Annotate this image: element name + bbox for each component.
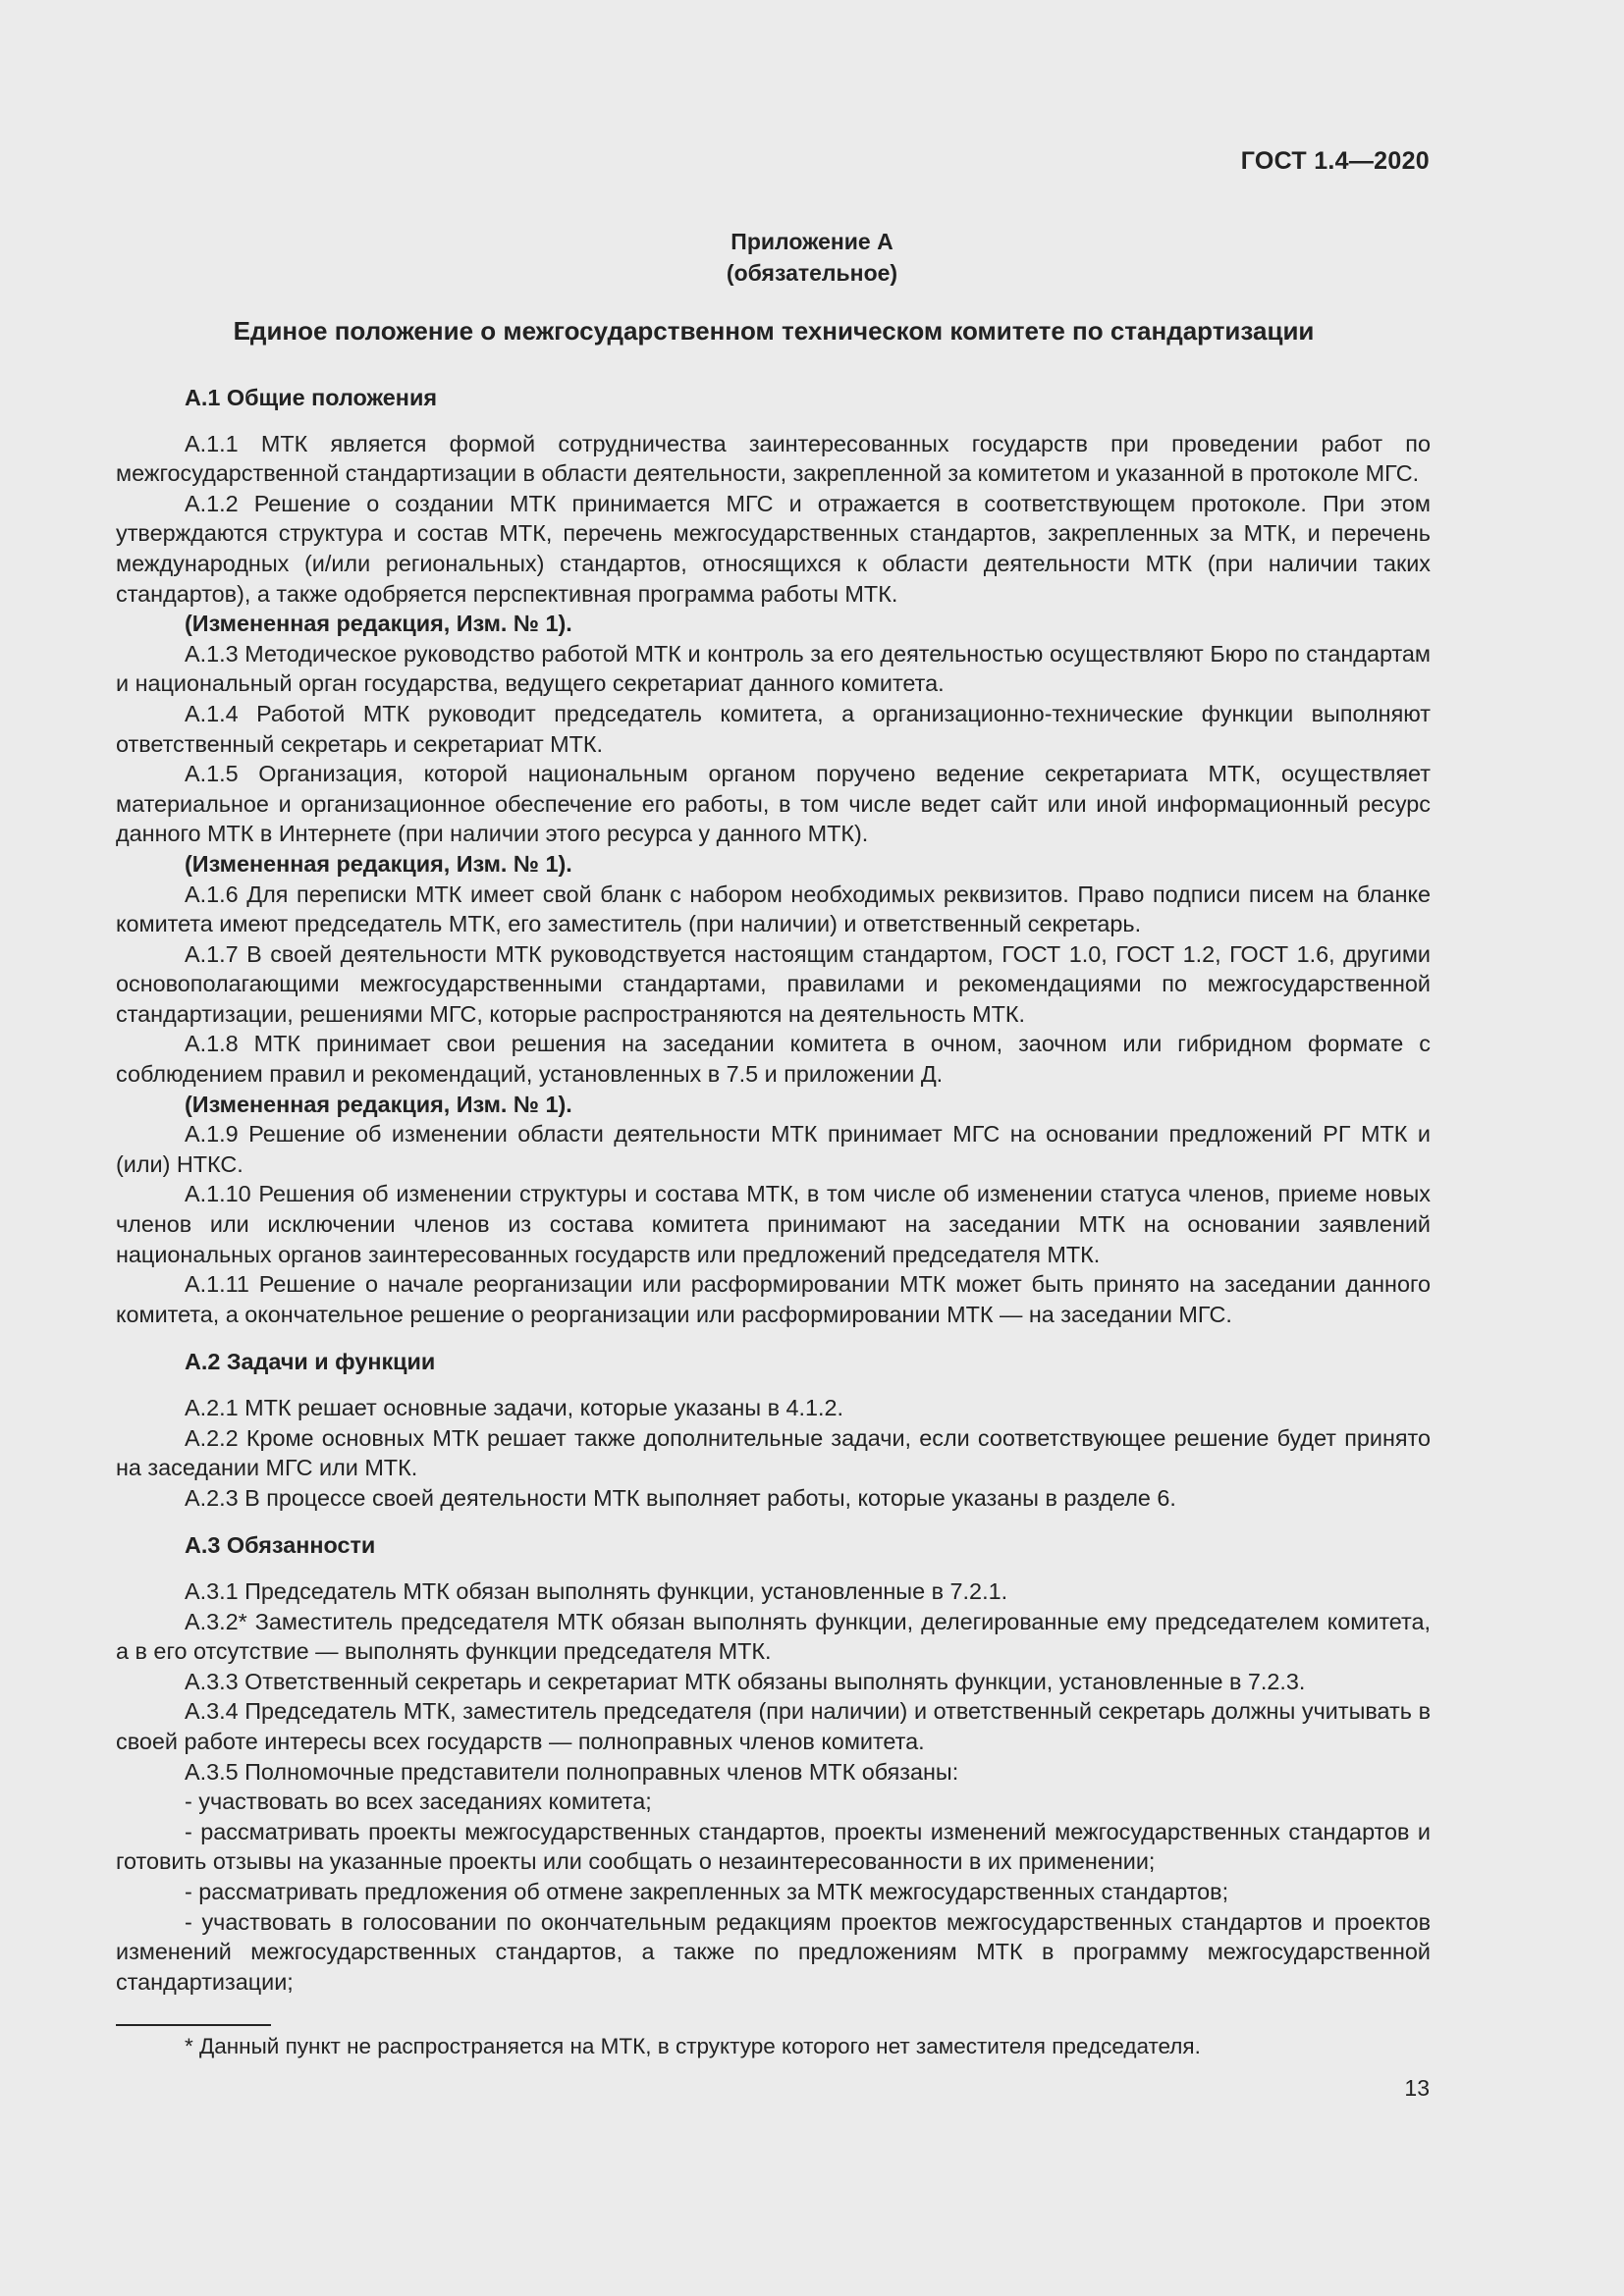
list-item: - рассматривать проекты межгосударственных стандартов, проекты изменений межгосударственных стандартов и готовить отзывы на указанные проекты или сообщать о незаинтересованности в их применении; — [116, 1818, 1431, 1875]
section-heading: А.3 Обязанности — [185, 1532, 376, 1559]
footnote-divider — [116, 2024, 271, 2026]
paragraph: А.1.3 Методическое руководство работой МТК и контроль за его деятельностью осуществляют Бюро по стандартам и национальный орган государства, ведущего секретариат данного комитета. — [116, 640, 1431, 697]
paragraph: А.1.5 Организация, которой национальным органом поручено ведение секретариата МТК, осуществляет материальное и организационное обеспечение его работы, в том числе ведет сайт или иной информационный ресурс данного МТК в Интернете (при наличии этого ресурса у данного МТК). — [116, 761, 1431, 847]
paragraph: А.3.2* Заместитель председателя МТК обязан выполнять функции, делегированные ему председателем комитета, а в его отсутствие — выполнять функции председателя МТК. — [116, 1608, 1431, 1665]
appendix-status: (обязательное) — [726, 260, 898, 286]
paragraph: А.3.1 Председатель МТК обязан выполнять функции, установленные в 7.2.1. — [185, 1577, 1008, 1604]
paragraph: А.3.4 Председатель МТК, заместитель председателя (при наличии) и ответственный секретарь должны учитывать в своей работе интересы всех государств — полноправных членов комитета. — [116, 1698, 1431, 1754]
paragraph: А.1.1 МТК является формой сотрудничества заинтересованных государств при проведении работ по межгосударственной стандартизации в области деятельности, закрепленной за комитетом и указанной в протоколе МГС. — [116, 430, 1431, 487]
paragraph: А.1.4 Работой МТК руководит председатель комитета, а организационно-технические функции выполняют ответственный секретарь и секретариат МТК. — [116, 700, 1431, 757]
paragraph: А.1.11 Решение о начале реорганизации или расформировании МТК может быть принято на заседании данного комитета, а окончательное решение о реорганизации или расформировании МТК — на заседании МГС. — [116, 1271, 1431, 1327]
paragraph: А.1.8 МТК принимает свои решения на заседании комитета в очном, заочном или гибридном формате с соблюдением правил и рекомендаций, установленных в 7.5 и приложении Д. — [116, 1031, 1431, 1088]
amendment-note: (Измененная редакция, Изм. № 1). — [185, 611, 572, 637]
paragraph: А.1.10 Решения об изменении структуры и состава МТК, в том числе об изменении статуса членов, приеме новых членов или исключении членов из состава комитета принимают на заседании МТК на основании заявлений национальных органов заинтересованных государств или предложений председателя МТК. — [116, 1181, 1431, 1267]
document-body — [116, 383, 1431, 1997]
document-code: ГОСТ 1.4—2020 — [1240, 147, 1430, 175]
appendix-title: Приложение А — [731, 229, 893, 254]
footnote: * Данный пункт не распространяется на МТК, в структуре которого нет заместителя председателя. — [185, 2034, 1201, 2058]
appendix-header — [0, 226, 1624, 289]
paragraph: А.2.2 Кроме основных МТК решает также дополнительные задачи, если соответствующее решение будет принято на заседании МГС или МТК. — [116, 1424, 1431, 1481]
paragraph: А.2.1 МТК решает основные задачи, которые указаны в 4.1.2. — [185, 1395, 844, 1420]
list-item: - рассматривать предложения об отмене закрепленных за МТК межгосударственных стандартов; — [185, 1878, 1229, 1904]
amendment-note: (Измененная редакция, Изм. № 1). — [185, 1091, 572, 1117]
paragraph: А.3.5 Полномочные представители полноправных членов МТК обязаны: — [185, 1758, 959, 1785]
paragraph: А.1.9 Решение об изменении области деятельности МТК принимает МГС на основании предложений РГ МТК и (или) НТКС. — [116, 1121, 1431, 1177]
section-heading: А.1 Общие положения — [185, 385, 437, 410]
amendment-note: (Измененная редакция, Изм. № 1). — [185, 850, 572, 877]
section-heading: А.2 Задачи и функции — [185, 1349, 436, 1375]
appendix-heading: Единое положение о межгосударственном техническом комитете по стандартизации — [233, 316, 1315, 346]
list-item: - участвовать в голосовании по окончательным редакциям проектов межгосударственных стандартов и проектов изменений межгосударственных стандартов, а также по предложениям МТК в программу межгосударственной стандартизации; — [116, 1908, 1431, 1995]
paragraph: А.1.6 Для переписки МТК имеет свой бланк с набором необходимых реквизитов. Право подписи писем на бланке комитета имеют председатель МТК, его заместитель (при наличии) и ответственный секретарь. — [116, 881, 1431, 937]
paragraph: А.2.3 В процессе своей деятельности МТК выполняет работы, которые указаны в разделе 6. — [185, 1484, 1176, 1511]
paragraph: А.1.2 Решение о создании МТК принимается МГС и отражается в соответствующем протоколе. При этом утверждаются структура и состав МТК, перечень межгосударственных стандартов, закрепленных за МТК, и перечень международных (и/или региональных) стандартов, относящихся к области деятельности МТК (при наличии таких стандартов), а также одобряется перспективная программа работы МТК. — [116, 490, 1431, 607]
paragraph: А.1.7 В своей деятельности МТК руководствуется настоящим стандартом, ГОСТ 1.0, ГОСТ 1.2, ГОСТ 1.6, другими основополагающими межгосударственными стандартами, правилами и рекомендациями по межгосударственной стандартизации, решениями МГС, которые распространяются на деятельность МТК. — [116, 940, 1431, 1027]
list-item: - участвовать во всех заседаниях комитета; — [185, 1789, 652, 1815]
paragraph: А.3.3 Ответственный секретарь и секретариат МТК обязаны выполнять функции, установленные в 7.2.3. — [185, 1668, 1306, 1694]
page-number: 13 — [1404, 2075, 1430, 2101]
